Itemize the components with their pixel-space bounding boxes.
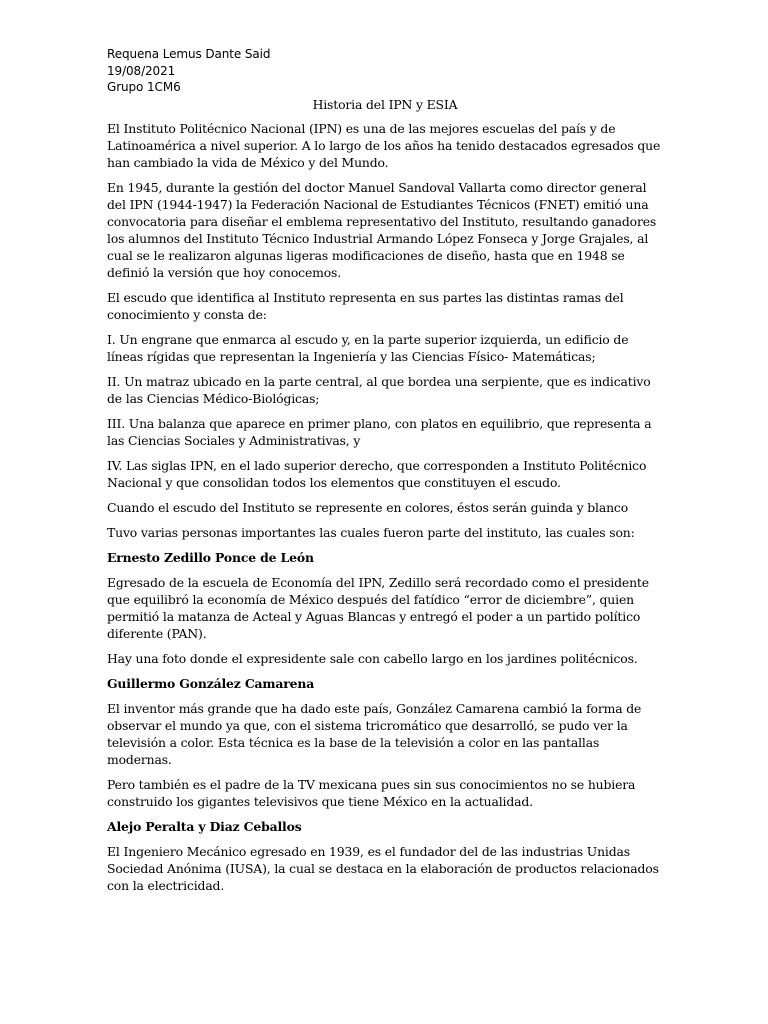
document-title: Historia del IPN y ESIA: [312, 96, 458, 112]
zedillo-paragraph-1: Egresado de la escuela de Economía del IPN, Zedillo será recordado como el presidente que equilibró la economía de México después del fatídico “error de diciembre”, quien permitió la matanza de Acteal y Aguas Blancas y entregó el poder a un partido político diferente (PAN).: [107, 574, 649, 641]
people-intro-paragraph: Tuvo varias personas importantes las cuales fueron parte del instituto, las cuales son:: [107, 524, 635, 540]
emblem-item-4: IV. Las siglas IPN, en el lado superior derecho, que corresponden a Instituto Politécnico Nacional y que consolidan todos los elementos que constituyen el escudo.: [107, 457, 647, 490]
document-content: [107, 46, 663, 902]
peralta-paragraph-1: El Ingeniero Mecánico egresado en 1939, es el fundador del de las industrias Unidas Sociedad Anónima (IUSA), la cual se destaca en la elaboración de productos relacionados con la electricidad.: [107, 843, 659, 893]
author-name: Requena Lemus Dante Said: [107, 47, 271, 61]
document-date: 19/08/2021: [107, 63, 176, 78]
heading-peralta: Alejo Peralta y Diaz Ceballos: [107, 818, 302, 834]
emblem-item-1: I. Un engrane que enmarca al escudo y, en la parte superior izquierda, un edificio de líneas rígidas que representan la Ingeniería y las Ciencias Físico- Matemáticas;: [107, 331, 629, 364]
emblem-item-2: II. Un matraz ubicado en la parte central, al que bordea una serpiente, que es indicativo de las Ciencias Médico-Biológicas;: [107, 373, 651, 406]
intro-paragraph-2: En 1945, durante la gestión del doctor Manuel Sandoval Vallarta como director general del IPN (1944-1947) la Federación Nacional de Estudiantes Técnicos (FNET) emitió una convocatoria para diseñar el emblema representativo del Instituto, resultando ganadores los alumnos del Instituto Técnico Industrial Armando López Fonseca y Jorge Grajales, al cual se le realizaron algunas ligeras modificaciones de diseño, hasta que en 1948 se definió la versión que hoy conocemos.: [107, 179, 657, 280]
heading-zedillo: Ernesto Zedillo Ponce de León: [107, 549, 314, 565]
camarena-paragraph-2: Pero también es el padre de la TV mexicana pues sin sus conocimientos no se hubiera construido los gigantes televisivos que tiene México en la actualidad.: [107, 776, 636, 809]
intro-paragraph-3: El escudo que identifica al Instituto representa en sus partes las distintas ramas del conocimiento y consta de:: [107, 289, 624, 322]
student-group: Grupo 1CM6: [107, 80, 181, 94]
emblem-item-3: III. Una balanza que aparece en primer plano, con platos en equilibrio, que representa a las Ciencias Sociales y Administrativas, y: [107, 415, 652, 448]
camarena-paragraph-1: El inventor más grande que ha dado este país, González Camarena cambió la forma de observar el mundo ya que, con el sistema tricromático que desarrolló, se pudo ver la televisión a color. Esta técnica es la base de la televisión a color en las pantallas modernas.: [107, 700, 642, 767]
emblem-colors-paragraph: Cuando el escudo del Instituto se represente en colores, éstos serán guinda y blanco: [107, 499, 629, 515]
heading-camarena: Guillermo González Camarena: [107, 675, 315, 691]
intro-paragraph-1: El Instituto Politécnico Nacional (IPN) es una de las mejores escuelas del país y de Latinoamérica a nivel superior. A lo largo de los años ha tenido destacados egresados que han cambiado la vida de México y del Mundo.: [107, 120, 661, 170]
zedillo-paragraph-2: Hay una foto donde el expresidente sale con cabello largo en los jardines politécnicos.: [107, 650, 638, 666]
